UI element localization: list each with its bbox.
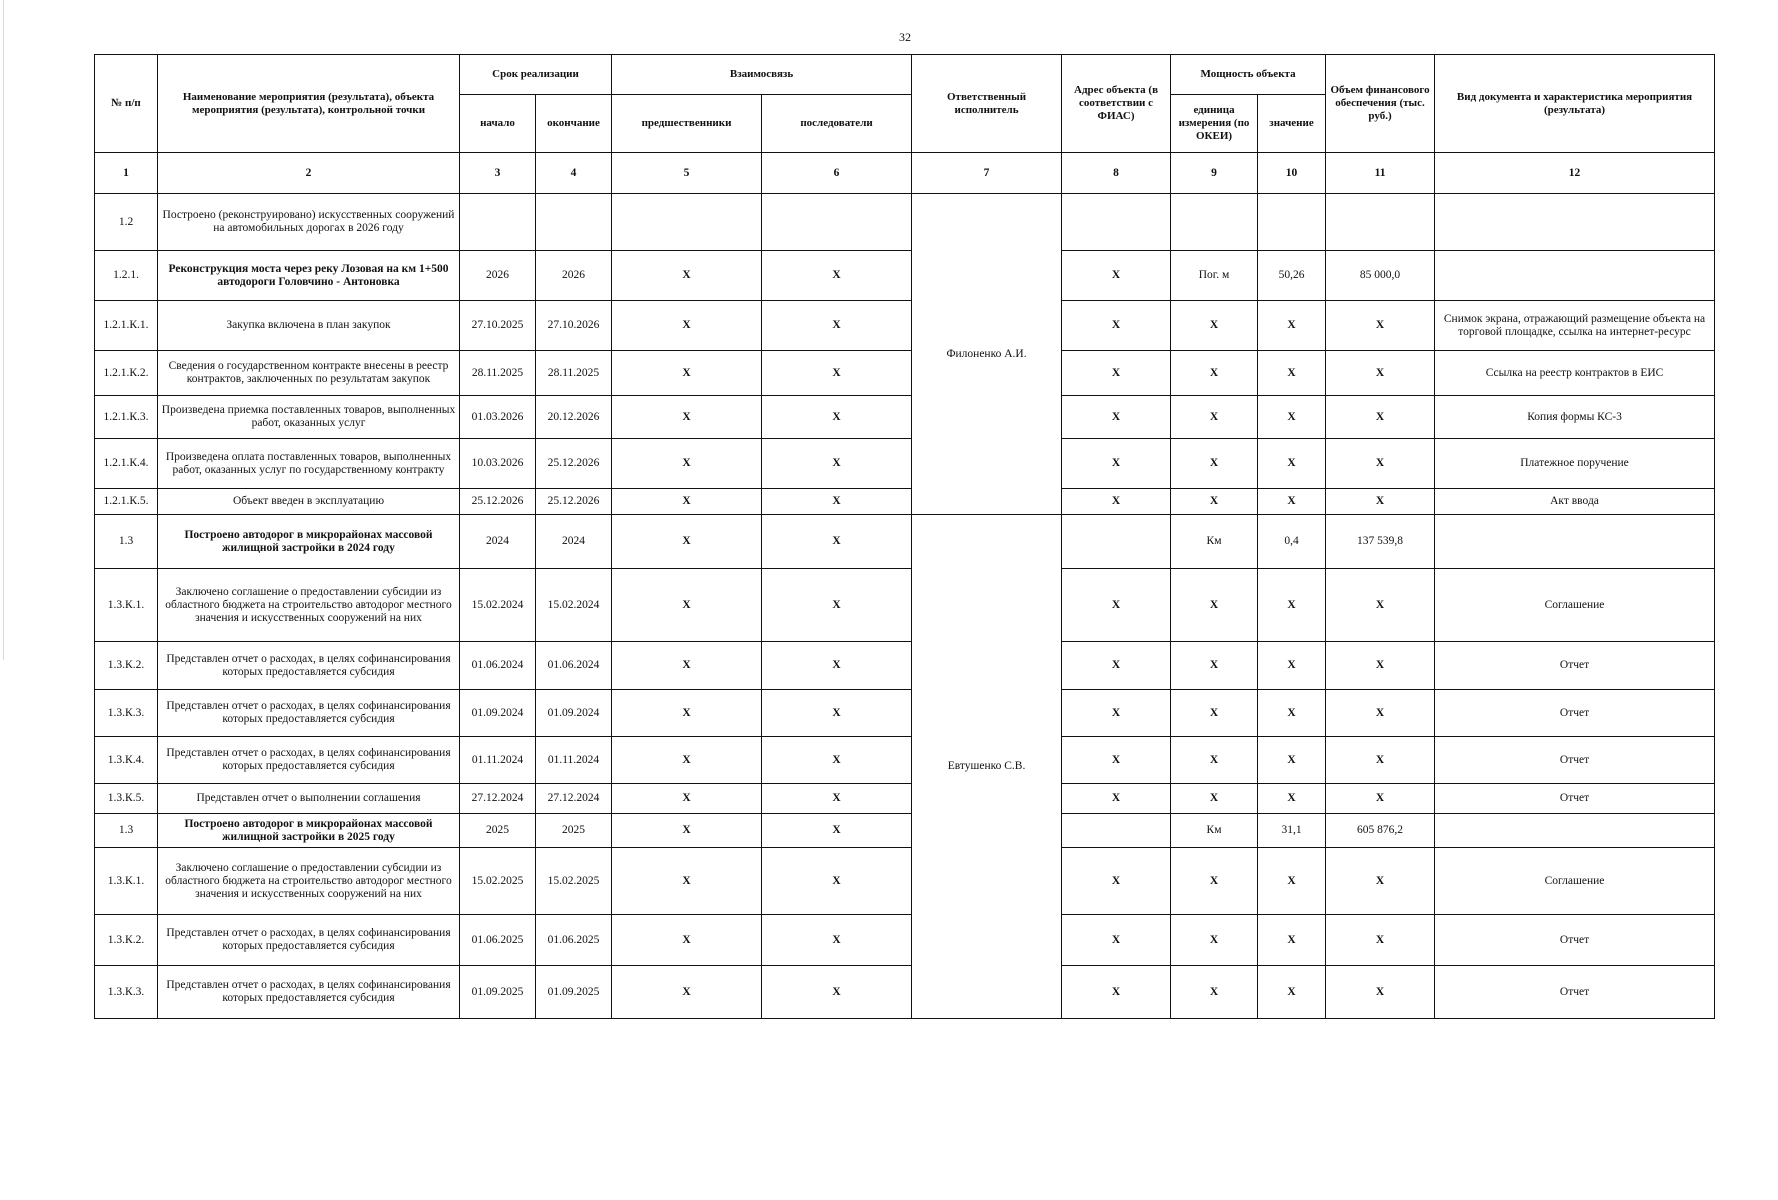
cell-end: 01.09.2025 xyxy=(536,966,612,1019)
cell-start: 01.06.2025 xyxy=(460,915,536,966)
cell-doc: Отчет xyxy=(1435,737,1715,784)
cell-doc: Ссылка на реестр контрактов в ЕИС xyxy=(1435,351,1715,396)
cell-start: 2026 xyxy=(460,251,536,301)
cell-start: 01.09.2025 xyxy=(460,966,536,1019)
cell-code: 1.3.К.4. xyxy=(95,737,158,784)
cell-end: 25.12.2026 xyxy=(536,489,612,515)
cell-value: 31,1 xyxy=(1258,814,1326,848)
cell-code: 1.3 xyxy=(95,515,158,569)
cell-prev: X xyxy=(612,642,762,690)
column-numbers-row xyxy=(95,153,1715,194)
table-row xyxy=(95,301,1715,351)
cell-prev: X xyxy=(612,396,762,439)
cell-address: X xyxy=(1062,690,1171,737)
header-link: Взаимосвязь xyxy=(612,55,912,95)
cell-code: 1.3 xyxy=(95,814,158,848)
header-address: Адрес объекта (в соответствии с ФИАС) xyxy=(1062,55,1171,153)
cell-finance: X xyxy=(1326,737,1435,784)
cell-finance: X xyxy=(1326,301,1435,351)
cell-next xyxy=(762,194,912,251)
column-number: 5 xyxy=(612,153,762,194)
cell-unit: X xyxy=(1171,966,1258,1019)
cell-unit: X xyxy=(1171,915,1258,966)
table-row xyxy=(95,690,1715,737)
cell-code: 1.3.К.3. xyxy=(95,690,158,737)
cell-finance: X xyxy=(1326,489,1435,515)
cell-finance: 605 876,2 xyxy=(1326,814,1435,848)
cell-doc: Отчет xyxy=(1435,690,1715,737)
cell-end: 2024 xyxy=(536,515,612,569)
cell-start: 27.10.2025 xyxy=(460,301,536,351)
cell-unit: X xyxy=(1171,737,1258,784)
cell-next: X xyxy=(762,439,912,489)
header-capacity-value: значение xyxy=(1258,95,1326,153)
cell-finance: X xyxy=(1326,439,1435,489)
cell-finance: 85 000,0 xyxy=(1326,251,1435,301)
cell-address: X xyxy=(1062,848,1171,915)
cell-finance: X xyxy=(1326,569,1435,642)
cell-name: Объект введен в эксплуатацию xyxy=(158,489,460,515)
cell-end: 25.12.2026 xyxy=(536,439,612,489)
cell-name: Представлен отчет о расходах, в целях софинансирования которых предоставляется субсидия xyxy=(158,966,460,1019)
cell-end: 20.12.2026 xyxy=(536,396,612,439)
table-row xyxy=(95,489,1715,515)
cell-name: Произведена оплата поставленных товаров, выполненных работ, оказанных услуг по государственному контракту xyxy=(158,439,460,489)
cell-prev: X xyxy=(612,301,762,351)
cell-name: Построено (реконструировано) искусственных сооружений на автомобильных дорогах в 2026 году xyxy=(158,194,460,251)
cell-next: X xyxy=(762,848,912,915)
cell-end: 15.02.2024 xyxy=(536,569,612,642)
table-row xyxy=(95,396,1715,439)
cell-address: X xyxy=(1062,301,1171,351)
cell-value: 50,26 xyxy=(1258,251,1326,301)
cell-unit: X xyxy=(1171,439,1258,489)
cell-start: 01.11.2024 xyxy=(460,737,536,784)
header-num: № п/п xyxy=(95,55,158,153)
cell-prev: X xyxy=(612,439,762,489)
cell-name: Реконструкция моста через реку Лозовая на км 1+500 автодороги Головчино - Антоновка xyxy=(158,251,460,301)
cell-prev: X xyxy=(612,848,762,915)
header-responsible: Ответственный исполнитель xyxy=(912,55,1062,153)
cell-name: Представлен отчет о расходах, в целях софинансирования которых предоставляется субсидия xyxy=(158,642,460,690)
cell-doc xyxy=(1435,814,1715,848)
cell-doc: Копия формы КС-3 xyxy=(1435,396,1715,439)
column-number: 10 xyxy=(1258,153,1326,194)
cell-value: 0,4 xyxy=(1258,515,1326,569)
cell-next: X xyxy=(762,489,912,515)
header-finance: Объем финансового обеспечения (тыс. руб.) xyxy=(1326,55,1435,153)
cell-address xyxy=(1062,814,1171,848)
cell-name: Закупка включена в план закупок xyxy=(158,301,460,351)
cell-doc: Отчет xyxy=(1435,642,1715,690)
cell-start: 15.02.2024 xyxy=(460,569,536,642)
column-number: 1 xyxy=(95,153,158,194)
cell-address: X xyxy=(1062,351,1171,396)
plan-table-body xyxy=(95,194,1715,1019)
column-number: 2 xyxy=(158,153,460,194)
column-number: 12 xyxy=(1435,153,1715,194)
cell-name: Произведена приемка поставленных товаров, выполненных работ, оказанных услуг xyxy=(158,396,460,439)
cell-finance: X xyxy=(1326,915,1435,966)
column-number: 3 xyxy=(460,153,536,194)
cell-finance xyxy=(1326,194,1435,251)
table-row xyxy=(95,642,1715,690)
table-row xyxy=(95,351,1715,396)
header-link-next: последователи xyxy=(762,95,912,153)
cell-unit: X xyxy=(1171,690,1258,737)
header-capacity: Мощность объекта xyxy=(1171,55,1326,95)
cell-value: X xyxy=(1258,690,1326,737)
header-doc: Вид документа и характеристика мероприятия (результата) xyxy=(1435,55,1715,153)
header-period: Срок реализации xyxy=(460,55,612,95)
table-row xyxy=(95,515,1715,569)
cell-start xyxy=(460,194,536,251)
column-number: 4 xyxy=(536,153,612,194)
cell-code: 1.3.К.3. xyxy=(95,966,158,1019)
table-row xyxy=(95,569,1715,642)
cell-start: 25.12.2026 xyxy=(460,489,536,515)
cell-next: X xyxy=(762,396,912,439)
header-link-prev: предшественники xyxy=(612,95,762,153)
cell-value: X xyxy=(1258,351,1326,396)
cell-unit xyxy=(1171,194,1258,251)
cell-start: 2024 xyxy=(460,515,536,569)
cell-name: Сведения о государственном контракте внесены в реестр контрактов, заключенных по результатам закупок xyxy=(158,351,460,396)
cell-code: 1.2.1.К.2. xyxy=(95,351,158,396)
cell-name: Представлен отчет о расходах, в целях софинансирования которых предоставляется субсидия xyxy=(158,690,460,737)
cell-end xyxy=(536,194,612,251)
cell-unit: X xyxy=(1171,569,1258,642)
cell-unit: X xyxy=(1171,396,1258,439)
cell-doc xyxy=(1435,515,1715,569)
responsible-cell: Филоненко А.И. xyxy=(912,194,1062,515)
cell-doc: Снимок экрана, отражающий размещение объекта на торговой площадке, ссылка на интернет-ресурс xyxy=(1435,301,1715,351)
cell-prev: X xyxy=(612,251,762,301)
cell-next: X xyxy=(762,351,912,396)
cell-prev: X xyxy=(612,784,762,814)
cell-start: 01.09.2024 xyxy=(460,690,536,737)
cell-finance: 137 539,8 xyxy=(1326,515,1435,569)
cell-address xyxy=(1062,194,1171,251)
cell-end: 01.11.2024 xyxy=(536,737,612,784)
cell-code: 1.2.1.К.5. xyxy=(95,489,158,515)
cell-value: X xyxy=(1258,439,1326,489)
cell-next: X xyxy=(762,515,912,569)
header-name: Наименование мероприятия (результата), объекта мероприятия (результата), контрольной точки xyxy=(158,55,460,153)
cell-finance: X xyxy=(1326,848,1435,915)
table-row xyxy=(95,784,1715,814)
cell-name: Представлен отчет о выполнении соглашения xyxy=(158,784,460,814)
cell-name: Представлен отчет о расходах, в целях софинансирования которых предоставляется субсидия xyxy=(158,915,460,966)
cell-value: X xyxy=(1258,489,1326,515)
table-row xyxy=(95,194,1715,251)
cell-prev: X xyxy=(612,569,762,642)
cell-doc: Соглашение xyxy=(1435,848,1715,915)
cell-doc: Акт ввода xyxy=(1435,489,1715,515)
header-period-end: окончание xyxy=(536,95,612,153)
cell-next: X xyxy=(762,966,912,1019)
table-row xyxy=(95,848,1715,915)
cell-start: 10.03.2026 xyxy=(460,439,536,489)
cell-name: Построено автодорог в микрорайонах массовой жилищной застройки в 2025 году xyxy=(158,814,460,848)
cell-next: X xyxy=(762,642,912,690)
cell-prev: X xyxy=(612,814,762,848)
cell-end: 2025 xyxy=(536,814,612,848)
cell-address: X xyxy=(1062,642,1171,690)
cell-value: X xyxy=(1258,848,1326,915)
header-capacity-unit: единица измерения (по ОКЕИ) xyxy=(1171,95,1258,153)
cell-prev: X xyxy=(612,351,762,396)
cell-prev: X xyxy=(612,515,762,569)
table-row xyxy=(95,966,1715,1019)
cell-prev: X xyxy=(612,915,762,966)
cell-value: X xyxy=(1258,301,1326,351)
cell-value xyxy=(1258,194,1326,251)
cell-prev: X xyxy=(612,966,762,1019)
cell-address: X xyxy=(1062,396,1171,439)
cell-end: 01.06.2024 xyxy=(536,642,612,690)
column-number: 11 xyxy=(1326,153,1435,194)
cell-next: X xyxy=(762,784,912,814)
cell-finance: X xyxy=(1326,690,1435,737)
cell-start: 01.03.2026 xyxy=(460,396,536,439)
cell-code: 1.3.К.2. xyxy=(95,915,158,966)
cell-end: 01.09.2024 xyxy=(536,690,612,737)
cell-code: 1.3.К.2. xyxy=(95,642,158,690)
cell-unit: X xyxy=(1171,351,1258,396)
cell-finance: X xyxy=(1326,351,1435,396)
cell-prev: X xyxy=(612,737,762,784)
cell-unit: Км xyxy=(1171,814,1258,848)
cell-end: 27.12.2024 xyxy=(536,784,612,814)
cell-prev: X xyxy=(612,489,762,515)
cell-end: 27.10.2026 xyxy=(536,301,612,351)
cell-finance: X xyxy=(1326,966,1435,1019)
cell-code: 1.3.К.1. xyxy=(95,569,158,642)
cell-unit: Км xyxy=(1171,515,1258,569)
cell-unit: X xyxy=(1171,489,1258,515)
cell-start: 2025 xyxy=(460,814,536,848)
cell-address: X xyxy=(1062,784,1171,814)
cell-unit: X xyxy=(1171,642,1258,690)
cell-value: X xyxy=(1258,784,1326,814)
responsible-cell: Евтушенко С.В. xyxy=(912,515,1062,1019)
cell-value: X xyxy=(1258,737,1326,784)
cell-next: X xyxy=(762,814,912,848)
cell-end: 28.11.2025 xyxy=(536,351,612,396)
cell-prev xyxy=(612,194,762,251)
cell-value: X xyxy=(1258,915,1326,966)
cell-value: X xyxy=(1258,966,1326,1019)
column-number: 8 xyxy=(1062,153,1171,194)
cell-code: 1.2.1.К.3. xyxy=(95,396,158,439)
column-number: 9 xyxy=(1171,153,1258,194)
cell-doc xyxy=(1435,194,1715,251)
cell-unit: X xyxy=(1171,848,1258,915)
cell-end: 2026 xyxy=(536,251,612,301)
cell-address: X xyxy=(1062,966,1171,1019)
cell-address: X xyxy=(1062,439,1171,489)
cell-code: 1.3.К.5. xyxy=(95,784,158,814)
cell-value: X xyxy=(1258,396,1326,439)
cell-start: 01.06.2024 xyxy=(460,642,536,690)
scan-edge-line xyxy=(3,0,4,660)
cell-doc xyxy=(1435,251,1715,301)
cell-unit: X xyxy=(1171,784,1258,814)
cell-prev: X xyxy=(612,690,762,737)
cell-start: 15.02.2025 xyxy=(460,848,536,915)
cell-unit: Пог. м xyxy=(1171,251,1258,301)
cell-name: Заключено соглашение о предоставлении субсидии из областного бюджета на строительство автодорог местного значения и искусственных сооружений на них xyxy=(158,569,460,642)
table-row xyxy=(95,251,1715,301)
table-row xyxy=(95,915,1715,966)
cell-name: Построено автодорог в микрорайонах массовой жилищной застройки в 2024 году xyxy=(158,515,460,569)
cell-address: X xyxy=(1062,569,1171,642)
cell-next: X xyxy=(762,737,912,784)
cell-doc: Платежное поручение xyxy=(1435,439,1715,489)
cell-address: X xyxy=(1062,251,1171,301)
cell-finance: X xyxy=(1326,396,1435,439)
table-row xyxy=(95,737,1715,784)
cell-code: 1.2 xyxy=(95,194,158,251)
cell-next: X xyxy=(762,915,912,966)
cell-code: 1.3.К.1. xyxy=(95,848,158,915)
column-number: 6 xyxy=(762,153,912,194)
cell-name: Заключено соглашение о предоставлении субсидии из областного бюджета на строительство автодорог местного значения и искусственных сооружений на них xyxy=(158,848,460,915)
cell-end: 15.02.2025 xyxy=(536,848,612,915)
cell-code: 1.2.1.К.4. xyxy=(95,439,158,489)
cell-finance: X xyxy=(1326,642,1435,690)
cell-doc: Отчет xyxy=(1435,784,1715,814)
cell-start: 27.12.2024 xyxy=(460,784,536,814)
table-row xyxy=(95,814,1715,848)
cell-address: X xyxy=(1062,915,1171,966)
cell-code: 1.2.1.К.1. xyxy=(95,301,158,351)
cell-start: 28.11.2025 xyxy=(460,351,536,396)
cell-value: X xyxy=(1258,642,1326,690)
header-period-start: начало xyxy=(460,95,536,153)
cell-next: X xyxy=(762,690,912,737)
page-number: 32 xyxy=(899,30,911,44)
cell-doc: Отчет xyxy=(1435,966,1715,1019)
cell-next: X xyxy=(762,569,912,642)
column-number: 7 xyxy=(912,153,1062,194)
cell-address: X xyxy=(1062,737,1171,784)
cell-doc: Отчет xyxy=(1435,915,1715,966)
cell-next: X xyxy=(762,251,912,301)
cell-end: 01.06.2025 xyxy=(536,915,612,966)
cell-next: X xyxy=(762,301,912,351)
cell-doc: Соглашение xyxy=(1435,569,1715,642)
cell-address: X xyxy=(1062,489,1171,515)
cell-address xyxy=(1062,515,1171,569)
cell-name: Представлен отчет о расходах, в целях софинансирования которых предоставляется субсидия xyxy=(158,737,460,784)
cell-unit: X xyxy=(1171,301,1258,351)
plan-table xyxy=(94,54,1715,1019)
table-row xyxy=(95,439,1715,489)
cell-finance: X xyxy=(1326,784,1435,814)
cell-code: 1.2.1. xyxy=(95,251,158,301)
cell-value: X xyxy=(1258,569,1326,642)
